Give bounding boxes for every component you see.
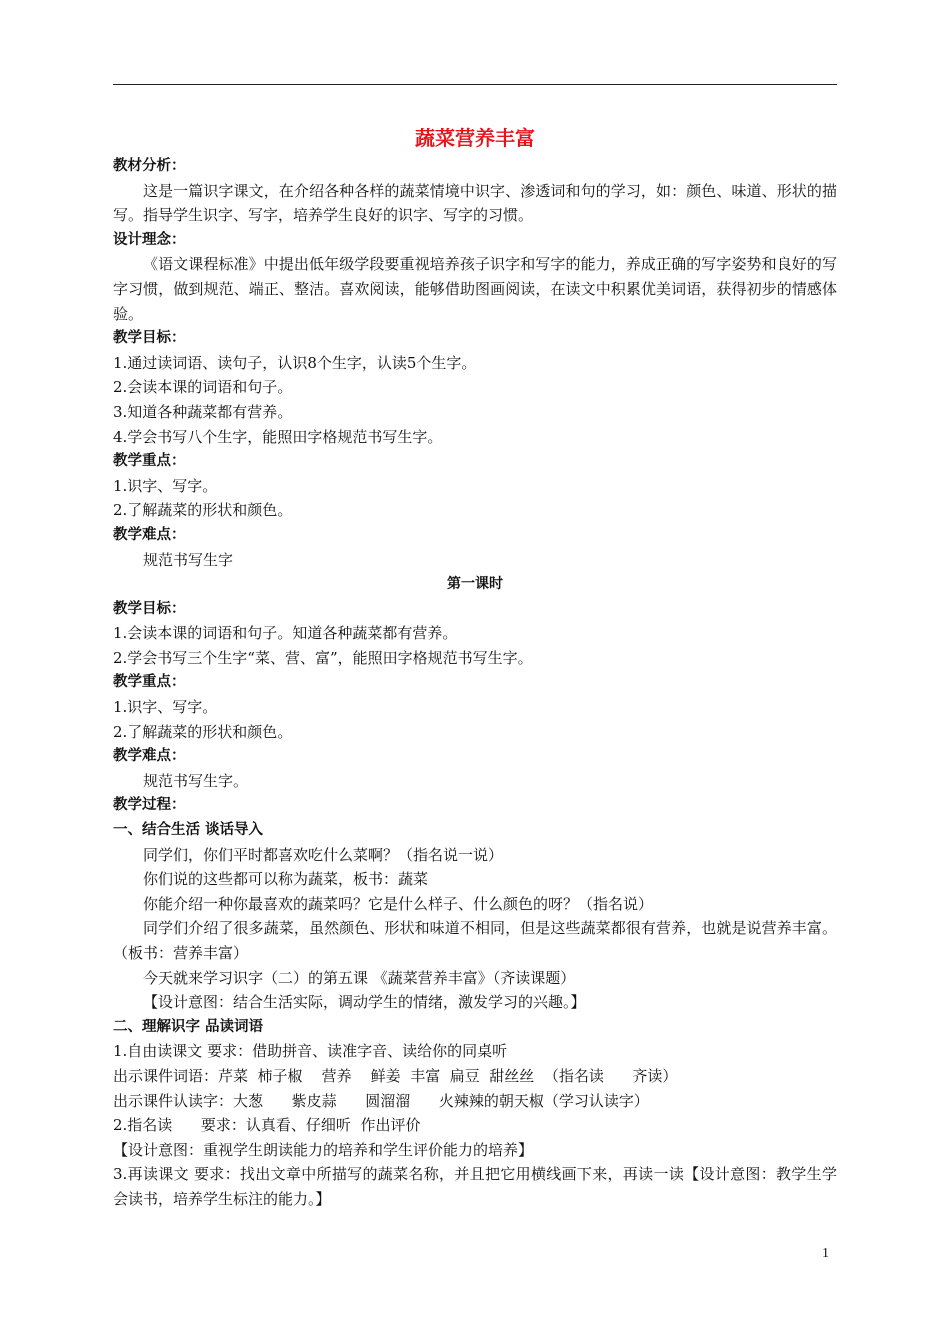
paragraph-material-analysis: 这是一篇识字课文，在介绍各种各样的蔬菜情境中识字、渗透词和句的学习，如：颜色、味道、形状的描写。指导学生识字、写字，培养学生良好的识字、写字的习惯。 xyxy=(113,181,837,225)
heading-teaching-goals: 教学目标： xyxy=(113,330,186,347)
section-two-line: 1.自由读课文 要求：借助拼音、读准字音、读给你的同桌听 xyxy=(113,1042,508,1061)
heading-lesson-key-points: 教学重点： xyxy=(113,674,186,691)
lesson-goal-item: 2.学会书写三个生字“菜、营、富”，能照田字格规范书写生字。 xyxy=(113,648,533,667)
lesson-key-point-item: 1.识字、写字。 xyxy=(113,698,218,717)
section-two-design-intent: 【设计意图：重视学生朗读能力的培养和学生评价能力的培养】 xyxy=(113,1140,534,1159)
section-one-design-intent: 【设计意图：结合生活实际，调动学生的情绪，激发学习的兴趣。】 xyxy=(143,993,586,1012)
goal-item: 1.通过读词语、读句子，认识8个生字，认读5个生字。 xyxy=(113,353,477,372)
heading-design-concept: 设计理念： xyxy=(113,231,186,248)
key-point-item: 1.识字、写字。 xyxy=(113,476,218,495)
section-one-paragraph: 同学们，你们平时都喜欢吃什么菜啊？（指名说一说） xyxy=(143,845,504,864)
section-two-title: 二、理解识字 品读词语 xyxy=(113,1018,264,1035)
section-two-line: 出示课件词语：芹菜 柿子椒 营养 鲜姜 丰富 扁豆 甜丝丝 （指名读 齐读） xyxy=(113,1066,678,1085)
section-one-title: 一、结合生活 谈话导入 xyxy=(113,822,264,839)
goal-item: 4.学会书写八个生字，能照田字格规范书写生字。 xyxy=(113,427,443,446)
lesson-difficulty-text: 规范书写生字。 xyxy=(143,771,249,790)
goal-item: 2.会读本课的词语和句子。 xyxy=(113,378,293,397)
difficulty-text: 规范书写生字 xyxy=(143,550,234,569)
section-one-paragraph: 你们说的这些都可以称为蔬菜，板书：蔬菜 xyxy=(143,870,429,889)
page-number: 1 xyxy=(822,1246,829,1261)
section-one-paragraph: 今天就来学习识字（二）的第五课 《蔬菜营养丰富》（齐读课题） xyxy=(143,968,576,987)
key-point-item: 2.了解蔬菜的形状和颜色。 xyxy=(113,501,293,520)
lesson-goal-item: 1.会读本课的词语和句子。知道各种蔬菜都有营养。 xyxy=(113,624,458,643)
section-two-line: 2.指名读 要求：认真看、仔细听 作出评价 xyxy=(113,1116,421,1135)
lesson-key-point-item: 2.了解蔬菜的形状和颜色。 xyxy=(113,722,293,741)
section-two-line: 3.再读课文 要求：找出文章中所描写的蔬菜名称，并且把它用横线画下来，再读一读【设计意图：教学生学会读书，培养学生标注的能力。】 xyxy=(113,1165,837,1208)
section-two-line: 出示课件认读字：大葱 紫皮蒜 圆溜溜 火辣辣的朝天椒（学习认读字） xyxy=(113,1091,649,1110)
document-body xyxy=(113,122,837,1212)
header-rule xyxy=(113,84,837,85)
section-one-paragraph: 同学们介绍了很多蔬菜，虽然颜色、形状和味道不相同，但是这些蔬菜都很有营养，也就是说营养丰富。（板书：营养丰富） xyxy=(113,919,837,962)
heading-difficulties: 教学难点： xyxy=(113,526,186,543)
lesson-one-heading: 第一课时 xyxy=(447,576,503,593)
heading-lesson-goals: 教学目标： xyxy=(113,600,186,617)
goal-item: 3.知道各种蔬菜都有营养。 xyxy=(113,402,293,421)
document-title: 蔬菜营养丰富 xyxy=(415,126,535,150)
heading-teaching-process: 教学过程： xyxy=(113,797,186,814)
heading-key-points: 教学重点： xyxy=(113,453,186,470)
section-one-paragraph: 你能介绍一种你最喜欢的蔬菜吗？它是什么样子、什么颜色的呀？（指名说） xyxy=(143,894,654,913)
heading-lesson-difficulties: 教学难点： xyxy=(113,748,186,765)
paragraph-design-concept: 《语文课程标准》中提出低年级学段要重视培养孩子识字和写字的能力，养成正确的写字姿势和良好的写字习惯，做到规范、端正、整洁。喜欢阅读，能够借助图画阅读，在读文中积累优美词语，获得初步的情感体验。 xyxy=(113,255,837,323)
heading-material-analysis: 教材分析： xyxy=(113,158,186,174)
